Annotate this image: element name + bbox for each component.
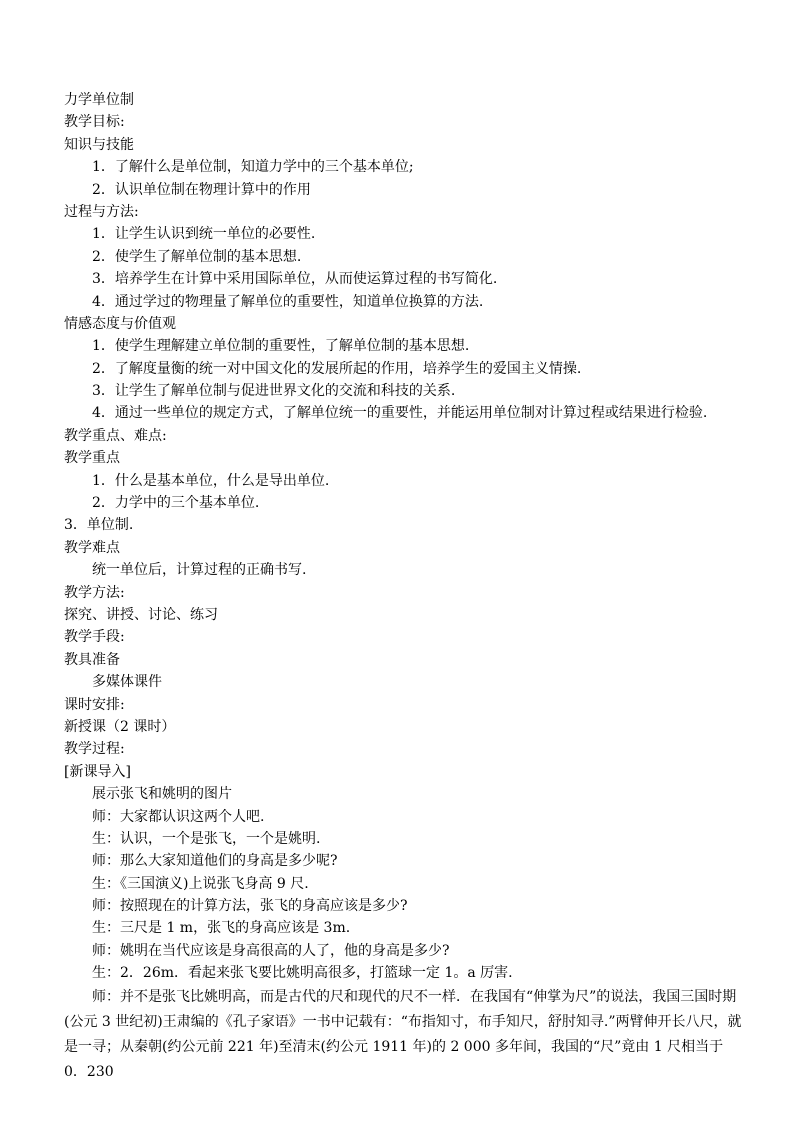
key-item: 2．力学中的三个基本单位.: [92, 495, 260, 512]
final-paragraph: 师：并不是张飞比姚明高，而是古代的尺和现代的尺不一样．在我国有“伸掌为尺”的说法，我国三国时期(公元 3 世纪初)王肃编的《孔子家语》一书中记载有：“布指知寸，布手知尺，舒肘知寻.”两臂伸开长八尺，就是一寻；从秦朝(约公元前 221 年)至清末(约公元 1911 年)的 2 000 多年间，我国的“尺”竟由 1 尺相当于 0．230: [64, 988, 742, 1080]
document-title: 力学单位制: [64, 92, 134, 108]
objectives-heading: 教学目标:: [64, 114, 125, 131]
tools-item: 多媒体课件: [92, 674, 162, 691]
procedure-heading: 教学过程:: [64, 741, 125, 758]
process-item: 4．通过学过的物理量了解单位的重要性，知道单位换算的方法.: [92, 293, 484, 310]
schedule-text: 新授课（2 课时）: [64, 718, 176, 735]
difficult-item: 统一单位后，计算过程的正确书写.: [92, 562, 307, 579]
process-item: 3．培养学生在计算中采用国际单位，从而使运算过程的书写简化.: [92, 271, 498, 288]
means-heading: 教学手段:: [64, 629, 125, 646]
emotion-item: 3．让学生了解单位制与促进世界文化的交流和科技的关系.: [92, 383, 456, 400]
process-item: 2．使学生了解单位制的基本思想.: [92, 248, 302, 265]
document-body: [64, 89, 744, 1085]
process-item: 1．让学生认识到统一单位的必要性.: [92, 226, 316, 243]
tools-heading: 教具准备: [64, 651, 120, 668]
emotion-heading: 情感态度与价值观: [64, 315, 176, 332]
dialogue-line: 师：姚明在当代应该是身高很高的人了，他的身高是多少?: [92, 942, 450, 959]
dialogue-line: 生：2．26m．看起来张飞要比姚明高很多，打篮球一定 1。a 厉害.: [92, 965, 513, 982]
dialogue-line: 师：大家都认识这两个人吧.: [92, 808, 265, 825]
knowledge-item: 1．了解什么是单位制，知道力学中的三个基本单位;: [92, 159, 414, 176]
dialogue-line: 师：那么大家知道他们的身高是多少呢?: [92, 853, 338, 870]
schedule-heading: 课时安排:: [64, 696, 125, 713]
process-heading: 过程与方法:: [64, 203, 139, 220]
dialogue-line: 生：《三国演义)上说张飞身高 9 尺.: [92, 875, 309, 892]
emotion-item: 1．使学生理解建立单位制的重要性，了解单位制的基本思想.: [92, 338, 470, 355]
dialogue-line: 师：按照现在的计算方法，张飞的身高应该是多少?: [92, 898, 408, 915]
knowledge-item: 2．认识单位制在物理计算中的作用: [92, 181, 311, 198]
method-heading: 教学方法:: [64, 584, 125, 601]
key-item-3: 3．单位制.: [64, 517, 134, 534]
dialogue-line: 展示张飞和姚明的图片: [92, 786, 232, 803]
intro-heading: [新课导入]: [64, 763, 131, 780]
dialogue-line: 生：认识，一个是张飞，一个是姚明.: [92, 830, 321, 847]
key-heading: 教学重点: [64, 450, 120, 467]
method-text: 探究、讲授、讨论、练习: [64, 606, 218, 623]
emotion-item: 2．了解度量衡的统一对中国文化的发展所起的作用，培养学生的爱国主义情操.: [92, 360, 582, 377]
key-difficult-heading: 教学重点、难点:: [64, 427, 167, 444]
difficult-heading: 教学难点: [64, 539, 120, 556]
knowledge-heading: 知识与技能: [64, 136, 134, 153]
key-item: 1．什么是基本单位，什么是导出单位.: [92, 472, 330, 489]
dialogue-line: 生：三尺是 1 m，张飞的身高应该是 3m.: [92, 920, 351, 937]
emotion-item: 4．通过一些单位的规定方式，了解单位统一的重要性，并能运用单位制对计算过程或结果进行检验.: [92, 405, 708, 422]
